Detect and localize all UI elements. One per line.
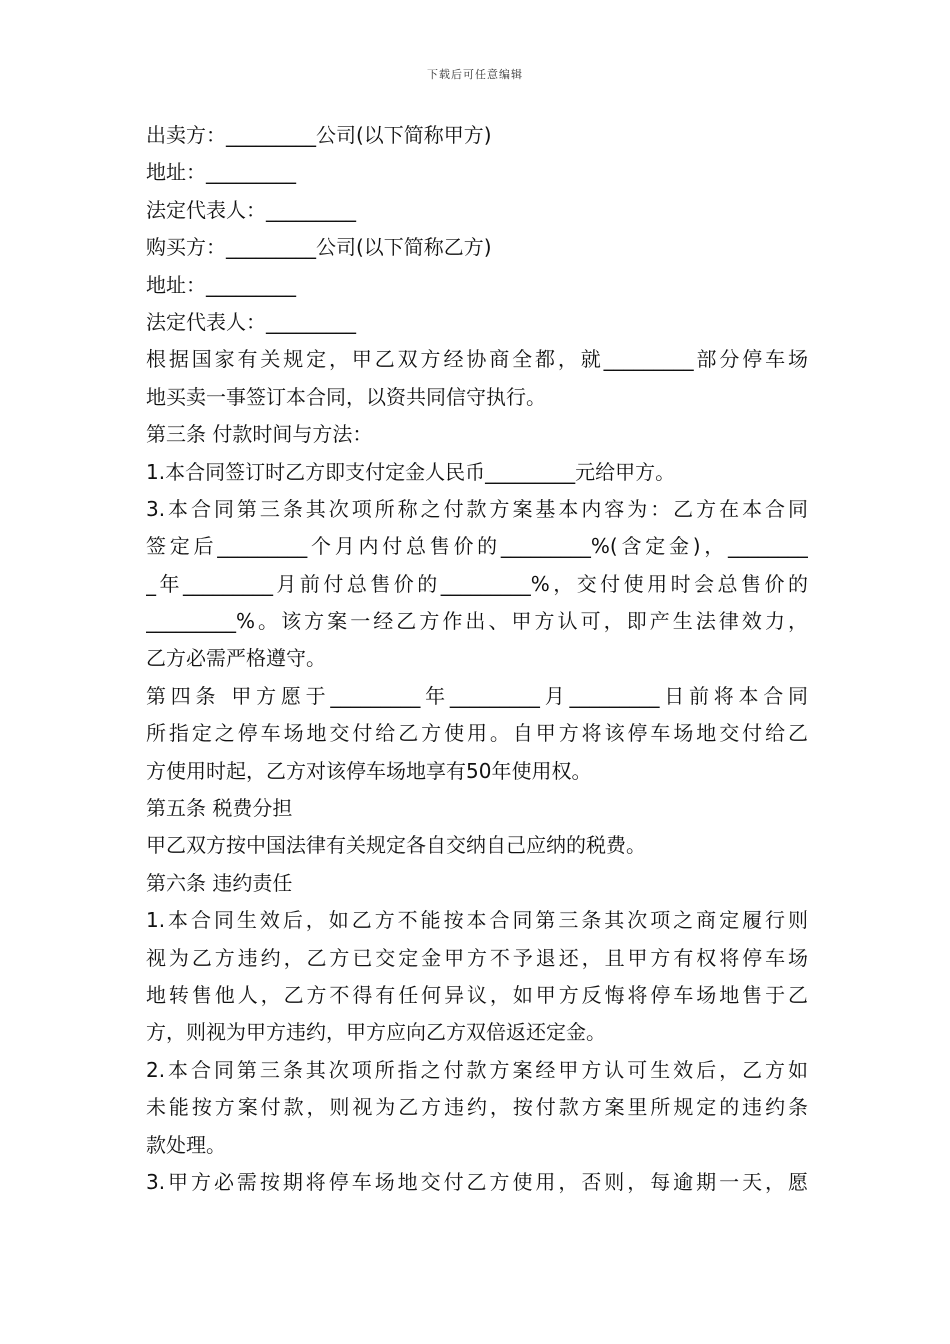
- text-line: 地买卖一事签订本合同，以资共同信守执行。: [146, 384, 546, 409]
- text-line: 出卖方：_________公司(以下简称甲方): [146, 123, 492, 147]
- text-line: _________%。该方案一经乙方作出、甲方认可，即产生法律效力，: [146, 609, 808, 634]
- text-line: 1.本合同生效后，如乙方不能按本合同第三条其次项之商定履行则: [146, 908, 808, 933]
- contract-body: [146, 117, 808, 1201]
- text-line: 地转售他人，乙方不得有任何异议，如甲方反悔将停车场地售于乙: [146, 982, 808, 1007]
- text-line: 签定后_________个月内付总售价的_________%(含定金)，________: [146, 534, 808, 559]
- text-line: 3.本合同第三条其次项所称之付款方案基本内容为：乙方在本合同: [146, 496, 808, 521]
- text-line: 根据国家有关规定，甲乙双方经协商全都，就_________部分停车场: [146, 347, 808, 372]
- text-line: 第三条 付款时间与方法：: [146, 422, 373, 447]
- text-line: 乙方必需严格遵守。: [146, 646, 326, 671]
- page-header: 下载后可任意编辑: [427, 68, 523, 81]
- text-line: 3.甲方必需按期将停车场地交付乙方使用，否则，每逾期一天，愿: [146, 1169, 808, 1194]
- text-line: 地址：_________: [146, 272, 296, 297]
- text-line: 购买方：_________公司(以下简称乙方): [146, 235, 492, 260]
- text-line: 所指定之停车场地交付给乙方使用。自甲方将该停车场地交付给乙: [146, 721, 808, 746]
- text-line: _年_________月前付总售价的_________%，交付使用时会总售价的: [146, 571, 808, 596]
- text-line: 方使用时起，乙方对该停车场地享有50年使用权。: [146, 758, 592, 783]
- text-line: 第六条 违约责任: [146, 870, 293, 895]
- text-line: 1.本合同签订时乙方即支付定金人民币_________元给甲方。: [146, 459, 676, 484]
- text-line: 第五条 税费分担: [146, 796, 293, 821]
- text-line: 视为乙方违约，乙方已交定金甲方不予退还，且甲方有权将停车场: [146, 945, 808, 970]
- text-line: 法定代表人：_________: [146, 197, 356, 222]
- text-line: 款处理。: [146, 1132, 226, 1157]
- text-line: 第四条 甲方愿于_________年_________月_________日前将本合同: [146, 683, 808, 708]
- text-line: 方，则视为甲方违约，甲方应向乙方双倍返还定金。: [146, 1020, 606, 1045]
- text-line: 法定代表人：_________: [146, 309, 356, 334]
- text-line: 2.本合同第三条其次项所指之付款方案经甲方认可生效后，乙方如: [146, 1057, 808, 1082]
- text-line: 地址：_________: [146, 160, 296, 185]
- text-line: 未能按方案付款，则视为乙方违约，按付款方案里所规定的违约条: [146, 1095, 808, 1120]
- text-line: 甲乙双方按中国法律有关规定各自交纳自己应纳的税费。: [146, 833, 646, 858]
